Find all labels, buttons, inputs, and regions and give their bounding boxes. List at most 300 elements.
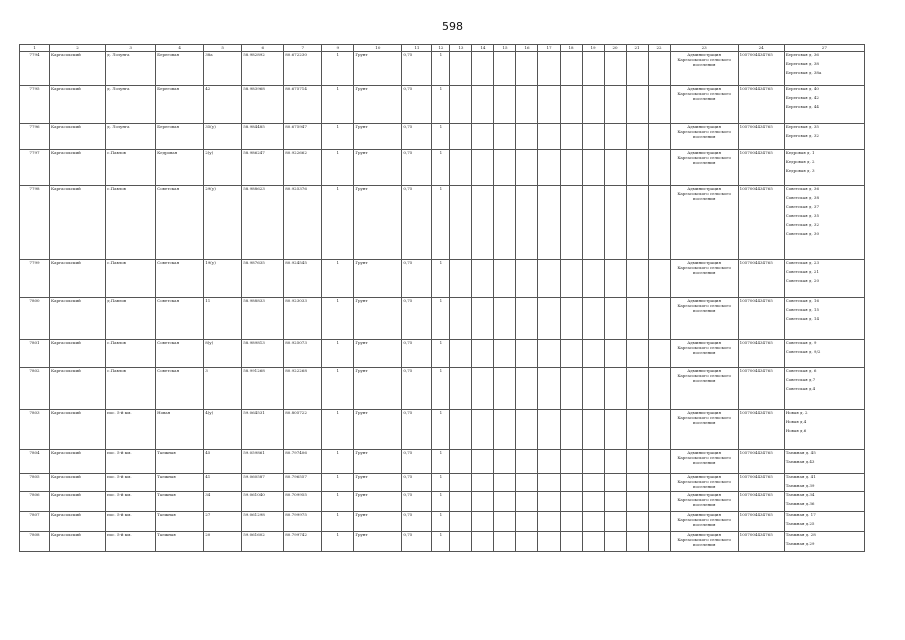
cell-lon: 80.924545 (284, 260, 322, 298)
cell-surface: Грунт (354, 410, 402, 450)
address-line: Новая д.6 (785, 428, 807, 433)
cell-empty (472, 532, 494, 552)
cell-surface: Грунт (354, 474, 402, 492)
cell-owner: Администрация Каргасокского сельского поселения (670, 492, 738, 512)
cell-empty (516, 124, 538, 150)
cell-empty (604, 492, 626, 512)
cell-empty (582, 492, 604, 512)
address-line: Таежная д.34 (785, 492, 815, 497)
cell-lon: 80.675947 (284, 124, 322, 150)
cell-empty (472, 340, 494, 368)
cell-street: Береговая (156, 52, 204, 86)
cell-empty (538, 340, 560, 368)
cell-empty (582, 86, 604, 124)
cell-empty (560, 150, 582, 186)
cell-lon: 80.709955 (284, 492, 322, 512)
cell-count: 1 (432, 368, 450, 410)
cell-empty (450, 512, 472, 532)
cell-house: 19(у) (204, 260, 242, 298)
cell-empty (538, 410, 560, 450)
cell-district: Каргасокский (50, 86, 106, 124)
cell-no: 7805 (20, 474, 50, 492)
address-line: Новая д.4 (785, 419, 807, 424)
cell-count: 1 (432, 124, 450, 150)
table-row (20, 474, 865, 492)
cell-count: 1 (432, 450, 450, 474)
table-row (20, 450, 865, 474)
cell-empty (648, 512, 670, 532)
cell-empty (560, 260, 582, 298)
cell-empty (648, 532, 670, 552)
cell-empty (582, 124, 604, 150)
cell-empty (494, 450, 516, 474)
cell-empty (516, 532, 538, 552)
cell-settlement: пос. 5-й км. (106, 532, 156, 552)
column-header: 20 (604, 45, 626, 52)
cell-area: 0,75 (402, 186, 432, 260)
cell-empty (450, 298, 472, 340)
cell-no: 7807 (20, 512, 50, 532)
column-header: 19 (582, 45, 604, 52)
address-line: Советская д.7 (785, 377, 816, 382)
cell-street: Советская (156, 186, 204, 260)
column-header: 3 (106, 45, 156, 52)
cell-settlement: с.Павлов (106, 260, 156, 298)
cell-count: 1 (432, 410, 450, 450)
address-line: Береговая д. 36 (785, 52, 819, 57)
cell-count: 1 (432, 474, 450, 492)
cell-addresses (784, 450, 864, 474)
cell-empty (494, 492, 516, 512)
cell-empty (472, 492, 494, 512)
cell-ogrn: 1057004434765 (738, 298, 784, 340)
cell-count: 1 (432, 512, 450, 532)
column-header: 23 (670, 45, 738, 52)
cell-empty (494, 150, 516, 186)
table-row (20, 124, 865, 150)
cell-empty (538, 86, 560, 124)
address-line: Таежная д.36 (785, 501, 815, 506)
address-line: Советская д. 15 (785, 307, 820, 312)
cell-empty (494, 512, 516, 532)
cell-empty (538, 450, 560, 474)
cell-settlement: с.Павлов (106, 368, 156, 410)
cell-street: Советская (156, 298, 204, 340)
cell-area: 0,75 (402, 474, 432, 492)
cell-area: 0,75 (402, 492, 432, 512)
cell-lon: 80.923033 (284, 298, 322, 340)
cell-empty (604, 512, 626, 532)
cell-empty (538, 124, 560, 150)
cell-street: Береговая (156, 86, 204, 124)
address-line: Таежная д.39 (785, 483, 815, 488)
cell-empty (560, 410, 582, 450)
cell-lon: 80.925376 (284, 186, 322, 260)
table-row (20, 368, 865, 410)
cell-district: Каргасокский (50, 474, 106, 492)
cell-district: Каргасокский (50, 52, 106, 86)
cell-lat: 59.059861 (242, 450, 284, 474)
cell-ogrn: 1057004434765 (738, 340, 784, 368)
cell-street: Таежная (156, 532, 204, 552)
cell-empty (516, 150, 538, 186)
address-line: Таежная д. 41 (785, 474, 816, 479)
cell-district: Каргасокский (50, 532, 106, 552)
cell-empty (538, 186, 560, 260)
address-line: Советская д.4 (785, 386, 816, 391)
cell-count: 1 (432, 260, 450, 298)
cell-no: 7800 (20, 298, 50, 340)
cell-lat: 59.060587 (242, 474, 284, 492)
cell-no: 7794 (20, 52, 50, 86)
cell-empty (582, 450, 604, 474)
cell-empty (516, 298, 538, 340)
cell-empty (582, 260, 604, 298)
cell-empty (494, 260, 516, 298)
cell-no: 7798 (20, 186, 50, 260)
cell-empty (494, 124, 516, 150)
cell-empty (450, 368, 472, 410)
cell-empty (560, 450, 582, 474)
cell-house: 45 (204, 450, 242, 474)
cell-addresses (784, 368, 864, 410)
cell-empty (450, 52, 472, 86)
cell-no: 7808 (20, 532, 50, 552)
cell-district: Каргасокский (50, 124, 106, 150)
cell-empty (604, 410, 626, 450)
cell-street: Новая (156, 410, 204, 450)
cell-empty (582, 474, 604, 492)
cell-addresses (784, 492, 864, 512)
cell-lon: 80.922268 (284, 368, 322, 410)
cell-empty (516, 260, 538, 298)
cell-area: 0,75 (402, 450, 432, 474)
cell-empty (516, 474, 538, 492)
cell-area: 0,75 (402, 52, 432, 86)
cell-addresses (784, 260, 864, 298)
cell-house: 42 (204, 86, 242, 124)
column-header: 17 (538, 45, 560, 52)
cell-qty: 1 (322, 124, 354, 150)
cell-lat: 58.986247 (242, 150, 284, 186)
cell-lat: 58.987635 (242, 260, 284, 298)
cell-surface: Грунт (354, 340, 402, 368)
cell-empty (560, 298, 582, 340)
address-line: Таежная д. 17 (785, 512, 816, 517)
cell-ogrn: 1057004434765 (738, 450, 784, 474)
cell-ogrn: 1057004434765 (738, 124, 784, 150)
cell-empty (538, 532, 560, 552)
cell-no: 7799 (20, 260, 50, 298)
cell-empty (582, 410, 604, 450)
cell-empty (560, 512, 582, 532)
cell-settlement: д. Лозунга (106, 124, 156, 150)
cell-empty (494, 532, 516, 552)
cell-lat: 59.061602 (242, 532, 284, 552)
cell-lat: 59.061040 (242, 492, 284, 512)
cell-street: Советская (156, 368, 204, 410)
cell-empty (516, 368, 538, 410)
cell-qty: 1 (322, 52, 354, 86)
cell-area: 0,75 (402, 368, 432, 410)
cell-house: 4(у) (204, 410, 242, 450)
address-line: Береговая д. 42 (785, 95, 819, 100)
cell-ogrn: 1057004434765 (738, 532, 784, 552)
cell-no: 7806 (20, 492, 50, 512)
cell-empty (648, 410, 670, 450)
cell-empty (472, 368, 494, 410)
cell-lon: 80.672230 (284, 52, 322, 86)
address-line: Таежная д.25 (785, 521, 815, 526)
cell-empty (450, 410, 472, 450)
cell-empty (604, 450, 626, 474)
column-header: 16 (516, 45, 538, 52)
cell-owner: Администрация Каргасокского сельского поселения (670, 52, 738, 86)
cell-empty (538, 492, 560, 512)
column-header: 21 (626, 45, 648, 52)
cell-lon: 80.799742 (284, 532, 322, 552)
cell-district: Каргасокский (50, 410, 106, 450)
cell-addresses (784, 532, 864, 552)
cell-empty (516, 410, 538, 450)
address-line: Советская д. 14 (785, 316, 820, 321)
cell-empty (604, 86, 626, 124)
cell-empty (516, 52, 538, 86)
cell-qty: 1 (322, 86, 354, 124)
cell-area: 0,75 (402, 86, 432, 124)
column-header: 4 (156, 45, 204, 52)
cell-lon: 80.797406 (284, 450, 322, 474)
cell-empty (604, 150, 626, 186)
cell-empty (472, 124, 494, 150)
cell-house: 20 (204, 532, 242, 552)
cell-qty: 1 (322, 340, 354, 368)
cell-empty (604, 368, 626, 410)
cell-empty (648, 150, 670, 186)
cell-count: 1 (432, 52, 450, 86)
cell-empty (626, 450, 648, 474)
cell-lat: 58.984485 (242, 124, 284, 150)
cell-house: 8(у) (204, 340, 242, 368)
cell-street: Таежная (156, 512, 204, 532)
cell-empty (604, 340, 626, 368)
cell-empty (626, 150, 648, 186)
cell-no: 7802 (20, 368, 50, 410)
cell-empty (472, 474, 494, 492)
cell-owner: Администрация Каргасокского сельского поселения (670, 410, 738, 450)
cell-owner: Администрация Каргасокского сельского поселения (670, 298, 738, 340)
cell-empty (648, 298, 670, 340)
cell-empty (516, 186, 538, 260)
cell-empty (494, 186, 516, 260)
cell-area: 0,75 (402, 298, 432, 340)
table-row (20, 186, 865, 260)
cell-house: 27 (204, 512, 242, 532)
address-line: Таежная д.29 (785, 541, 815, 546)
address-line: Советская д. 38 (785, 195, 820, 200)
cell-qty: 1 (322, 492, 354, 512)
cell-count: 1 (432, 150, 450, 186)
cell-empty (582, 532, 604, 552)
table-body (20, 52, 865, 552)
cell-empty (560, 368, 582, 410)
cell-owner: Администрация Каргасокского сельского поселения (670, 340, 738, 368)
column-header: 24 (738, 45, 784, 52)
address-line: Таежная д. 28 (785, 532, 816, 537)
cell-empty (494, 410, 516, 450)
cell-empty (582, 150, 604, 186)
cell-ogrn: 1057004434765 (738, 52, 784, 86)
cell-surface: Грунт (354, 150, 402, 186)
cell-empty (582, 340, 604, 368)
cell-empty (604, 298, 626, 340)
cell-empty (450, 492, 472, 512)
cell-settlement: пос. 5-й км. (106, 512, 156, 532)
cell-empty (538, 260, 560, 298)
cell-empty (560, 340, 582, 368)
cell-empty (472, 298, 494, 340)
cell-owner: Администрация Каргасокского сельского поселения (670, 186, 738, 260)
cell-owner: Администрация Каргасокского сельского поселения (670, 474, 738, 492)
cell-count: 1 (432, 186, 450, 260)
cell-district: Каргасокский (50, 450, 106, 474)
address-line: Советская д. 6 (785, 368, 817, 373)
column-header: 10 (354, 45, 402, 52)
cell-surface: Грунт (354, 124, 402, 150)
cell-house: 41 (204, 474, 242, 492)
cell-owner: Администрация Каргасокского сельского поселения (670, 260, 738, 298)
cell-empty (538, 368, 560, 410)
cell-empty (582, 186, 604, 260)
cell-empty (626, 532, 648, 552)
cell-owner: Администрация Каргасокского сельского поселения (670, 150, 738, 186)
address-line: Береговая д. 35 (785, 124, 819, 129)
column-header: 11 (402, 45, 432, 52)
cell-qty: 1 (322, 368, 354, 410)
table-row (20, 86, 865, 124)
cell-empty (494, 52, 516, 86)
cell-qty: 1 (322, 410, 354, 450)
cell-owner: Администрация Каргасокского сельского поселения (670, 86, 738, 124)
cell-empty (450, 474, 472, 492)
cell-ogrn: 1057004434765 (738, 512, 784, 532)
cell-street: Советская (156, 260, 204, 298)
column-header: 27 (784, 45, 864, 52)
cell-empty (560, 86, 582, 124)
cell-lat: 58.983968 (242, 86, 284, 124)
cell-district: Каргасокский (50, 150, 106, 186)
cell-empty (648, 368, 670, 410)
cell-empty (626, 492, 648, 512)
cell-surface: Грунт (354, 450, 402, 474)
table-row (20, 492, 865, 512)
address-line: Береговая д. 44 (785, 104, 819, 109)
address-line: Советская д. 35 (785, 213, 820, 218)
cell-house: 35(у) (204, 124, 242, 150)
cell-empty (626, 86, 648, 124)
address-line: Советская д. 20 (785, 278, 820, 283)
cell-addresses (784, 86, 864, 124)
table-row (20, 532, 865, 552)
cell-lon: 80.925073 (284, 340, 322, 368)
cell-count: 1 (432, 298, 450, 340)
cell-area: 0,75 (402, 512, 432, 532)
cell-street: Кедровая (156, 150, 204, 186)
cell-lon: 80.922662 (284, 150, 322, 186)
address-line: Кедровая д. 3 (785, 168, 815, 173)
column-header: 18 (560, 45, 582, 52)
cell-area: 0,75 (402, 340, 432, 368)
cell-ogrn: 1057004434765 (738, 186, 784, 260)
cell-empty (538, 474, 560, 492)
address-line: Береговая д. 38 (785, 61, 819, 66)
address-line: Советская д. 21 (785, 269, 820, 274)
cell-settlement: д. Лозунга (106, 86, 156, 124)
cell-addresses (784, 474, 864, 492)
cell-surface: Грунт (354, 86, 402, 124)
cell-no: 7804 (20, 450, 50, 474)
table-row (20, 260, 865, 298)
address-line: Советская д. 36 (785, 186, 820, 191)
cell-lat: 58.988623 (242, 186, 284, 260)
cell-no: 7803 (20, 410, 50, 450)
cell-empty (648, 340, 670, 368)
cell-empty (494, 86, 516, 124)
address-line: Советская д. 37 (785, 204, 820, 209)
address-line: Советская д. 16 (785, 298, 820, 303)
cell-settlement: пос. 5-й км. (106, 492, 156, 512)
cell-qty: 1 (322, 450, 354, 474)
cell-district: Каргасокский (50, 186, 106, 260)
cell-empty (604, 124, 626, 150)
cell-area: 0,75 (402, 260, 432, 298)
cell-empty (560, 186, 582, 260)
cell-ogrn: 1057004434765 (738, 474, 784, 492)
cell-empty (472, 150, 494, 186)
table-row (20, 150, 865, 186)
cell-empty (648, 474, 670, 492)
cell-qty: 1 (322, 260, 354, 298)
cell-lat: 59.064531 (242, 410, 284, 450)
cell-empty (626, 124, 648, 150)
cell-lat: 58.982892 (242, 52, 284, 86)
cell-empty (626, 186, 648, 260)
cell-district: Каргасокский (50, 492, 106, 512)
cell-ogrn: 1057004434765 (738, 410, 784, 450)
cell-lat: 59.061298 (242, 512, 284, 532)
cell-settlement: с.Павлов (106, 186, 156, 260)
cell-street: Таежная (156, 450, 204, 474)
cell-empty (648, 260, 670, 298)
cell-qty: 1 (322, 150, 354, 186)
cell-ogrn: 1057004434765 (738, 492, 784, 512)
cell-lat: 58.989813 (242, 340, 284, 368)
cell-empty (472, 52, 494, 86)
cell-empty (450, 340, 472, 368)
column-header: 6 (242, 45, 284, 52)
cell-empty (648, 450, 670, 474)
cell-surface: Грунт (354, 52, 402, 86)
table-row (20, 512, 865, 532)
registry-table (19, 44, 865, 552)
cell-empty (472, 410, 494, 450)
address-line: Таежная д.43 (785, 459, 815, 464)
cell-count: 1 (432, 86, 450, 124)
cell-empty (604, 260, 626, 298)
address-line: Советская д. 9 (785, 340, 817, 345)
cell-ogrn: 1057004434765 (738, 368, 784, 410)
column-header: 15 (494, 45, 516, 52)
